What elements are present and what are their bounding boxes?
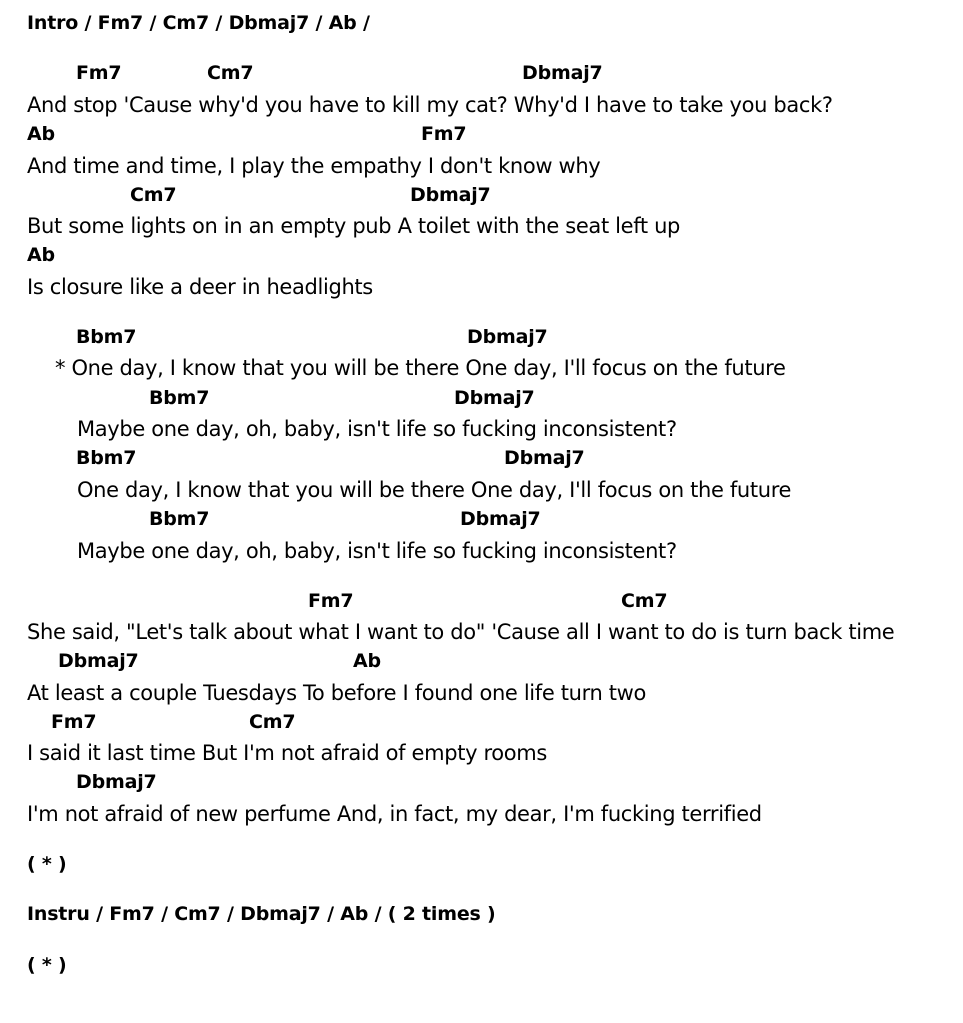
lyric-line: And stop 'Cause why'd you have to kill my cat? Why'd I have to take you back? bbox=[27, 93, 833, 117]
chord: Fm7 bbox=[76, 62, 122, 84]
chord: Ab bbox=[27, 244, 55, 266]
chord: Cm7 bbox=[130, 184, 177, 206]
lyric-line: She said, "Let's talk about what I want to do" 'Cause all I want to do is turn back time bbox=[27, 620, 895, 644]
chord: Dbmaj7 bbox=[522, 62, 603, 84]
chord: Dbmaj7 bbox=[410, 184, 491, 206]
chord: Ab bbox=[353, 650, 381, 672]
chord: Fm7 bbox=[421, 123, 467, 145]
chord: Dbmaj7 bbox=[76, 771, 157, 793]
lyric-line: * One day, I know that you will be there One day, I'll focus on the future bbox=[55, 356, 786, 380]
lyric-line: But some lights on in an empty pub A toilet with the seat left up bbox=[27, 214, 681, 238]
chord: Fm7 bbox=[308, 590, 354, 612]
chord: Cm7 bbox=[249, 711, 296, 733]
lyric-line: At least a couple Tuesdays To before I found one life turn two bbox=[27, 681, 646, 705]
chord: Dbmaj7 bbox=[58, 650, 139, 672]
chord: Dbmaj7 bbox=[454, 387, 535, 409]
chorus-reference: ( * ) bbox=[27, 954, 67, 976]
intro-line: Intro / Fm7 / Cm7 / Dbmaj7 / Ab / bbox=[27, 12, 370, 34]
chorus-reference: ( * ) bbox=[27, 853, 67, 875]
chord: Dbmaj7 bbox=[504, 447, 585, 469]
lyric-line: Maybe one day, oh, baby, isn't life so fucking inconsistent? bbox=[77, 539, 677, 563]
chord: Bbm7 bbox=[149, 508, 210, 530]
chord: Bbm7 bbox=[76, 326, 137, 348]
chord: Cm7 bbox=[621, 590, 668, 612]
lyric-line: Is closure like a deer in headlights bbox=[27, 275, 373, 299]
chord: Bbm7 bbox=[149, 387, 210, 409]
chord: Dbmaj7 bbox=[467, 326, 548, 348]
lyric-line: Maybe one day, oh, baby, isn't life so fucking inconsistent? bbox=[77, 417, 677, 441]
lyric-line: I'm not afraid of new perfume And, in fact, my dear, I'm fucking terrified bbox=[27, 802, 762, 826]
lyric-line: I said it last time But I'm not afraid of empty rooms bbox=[27, 741, 548, 765]
lyric-line: And time and time, I play the empathy I don't know why bbox=[27, 154, 601, 178]
chord: Ab bbox=[27, 123, 55, 145]
chord: Bbm7 bbox=[76, 447, 137, 469]
chord: Fm7 bbox=[51, 711, 97, 733]
instru-line: Instru / Fm7 / Cm7 / Dbmaj7 / Ab / ( 2 times ) bbox=[27, 903, 496, 925]
chord: Dbmaj7 bbox=[460, 508, 541, 530]
lyric-line: One day, I know that you will be there One day, I'll focus on the future bbox=[77, 478, 792, 502]
chord: Cm7 bbox=[207, 62, 254, 84]
